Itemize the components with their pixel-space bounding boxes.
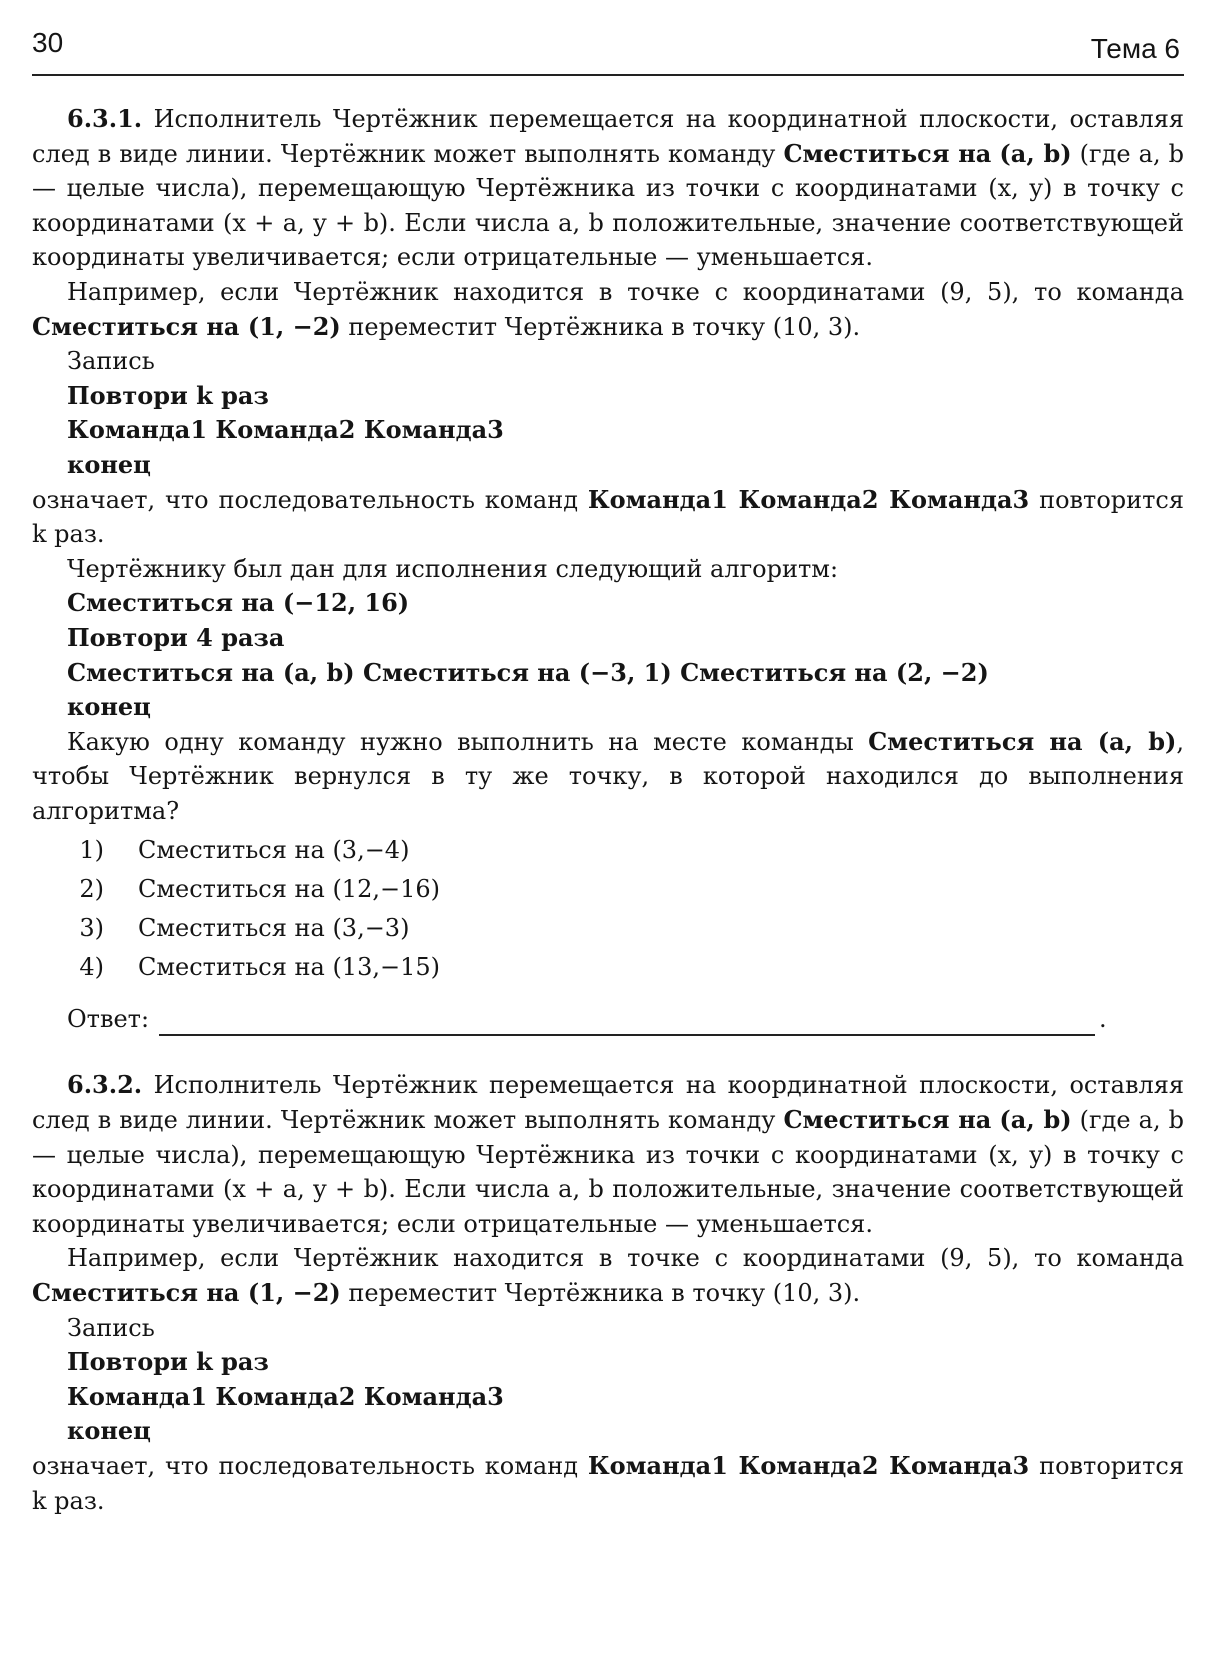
example-text: Например, если Чертёжник находится в точке с координатами (9, 5), то команда	[67, 1244, 1184, 1273]
intro-text: Исполнитель Чертёжник перемещается на координатной плоскости, оставляя след в виде линии. Чертёжник может выполнять команду	[32, 105, 1184, 168]
question-text-cont: , чтобы Чертёжник вернулся в ту же точку, в которой находился до выполнения алгоритма?	[32, 727, 1184, 825]
option-number: 2)	[79, 874, 104, 903]
command-args: (a, b)	[999, 138, 1072, 168]
meaning-paragraph	[32, 483, 1184, 552]
example-command: Сместиться на (1, −2)	[32, 1278, 341, 1308]
command-args: (a, b)	[999, 1105, 1072, 1135]
algorithm-line-2: Повтори 4 раза	[67, 622, 285, 652]
commands-line: Команда1 Команда2 Команда3	[67, 415, 504, 445]
option-number: 4)	[79, 952, 104, 981]
problem-intro	[32, 1068, 1184, 1241]
question-command: Сместиться на (a, b)	[868, 726, 1177, 756]
algorithm-line-4: конец	[67, 692, 151, 722]
intro-text-cont: (где a, b — целые числа), перемещающую Чертёжника из точки с координатами (x, y) в точку с координатами (x + a, y + b). Если числа a, b положительные, значение соответствующей координаты увеличивается; если отрицательные — уменьшается.	[32, 1106, 1184, 1238]
textbook-page	[32, 22, 1184, 1642]
meaning-text-cont: повторится k раз.	[32, 1452, 1184, 1515]
option-number: 3)	[79, 913, 104, 942]
answer-field[interactable]	[159, 1008, 1095, 1036]
example-command: Сместиться на (1, −2)	[32, 311, 341, 341]
algorithm-line-3: Сместиться на (a, b) Сместиться на (−3, 1) Сместиться на (2, −2)	[67, 657, 989, 687]
meaning-paragraph	[32, 1449, 1184, 1518]
answer-row	[32, 996, 1184, 1036]
answer-option-3[interactable]	[76, 908, 1184, 947]
zapis-label: Запись	[67, 1313, 155, 1342]
example-paragraph	[32, 275, 1184, 344]
command-name: Сместиться на	[783, 1105, 992, 1135]
problem-number: 6.3.1.	[67, 104, 143, 133]
problem-6-3-2	[32, 1068, 1184, 1518]
end-line: конец	[67, 1416, 151, 1446]
option-text: Сместиться на (12,−16)	[138, 874, 440, 903]
answer-label: Ответ:	[67, 1004, 150, 1033]
answer-option-4[interactable]	[76, 947, 1184, 986]
meaning-text: означает, что последовательность команд	[32, 1452, 588, 1480]
option-number: 1)	[79, 835, 104, 864]
meaning-text: означает, что последовательность команд	[32, 485, 588, 514]
meaning-commands: Команда1 Команда2 Команда3	[587, 1451, 1030, 1480]
algorithm-line-1: Сместиться на (−12, 16)	[67, 588, 410, 618]
topic-title: Тема 6	[1090, 33, 1180, 64]
repeat-line: Повтори k раз	[67, 1347, 269, 1377]
repeat-line: Повтори k раз	[67, 380, 269, 410]
option-text: Сместиться на (3,−4)	[138, 835, 410, 864]
end-line: конец	[67, 449, 151, 479]
given-algorithm-text: Чертёжнику был дан для исполнения следующий алгоритм:	[67, 554, 839, 583]
commands-line: Команда1 Команда2 Команда3	[67, 1381, 504, 1411]
intro-text-cont: (где a, b — целые числа), перемещающую Чертёжника из точки с координатами (x, y) в точку с координатами (x + a, y + b). Если числа a, b положительные, значение соответствующей координаты увеличивается; если отрицательные — уменьшается.	[32, 139, 1184, 272]
command-name: Сместиться на	[783, 138, 992, 168]
problem-number: 6.3.2.	[67, 1070, 143, 1100]
question-text: Какую одну команду нужно выполнить на месте команды	[67, 727, 869, 756]
option-text: Сместиться на (3,−3)	[138, 913, 410, 942]
example-text-cont: переместит Чертёжника в точку (10, 3).	[340, 1279, 861, 1308]
zapis-label: Запись	[67, 347, 155, 376]
page-header	[32, 22, 1184, 76]
problem-intro	[32, 102, 1184, 275]
answer-end-dot: .	[1099, 1004, 1107, 1033]
meaning-text-cont: повторится k раз.	[32, 485, 1184, 549]
answer-option-1[interactable]	[76, 830, 1184, 869]
problem-6-3-1	[32, 102, 1184, 1036]
example-text: Например, если Чертёжник находится в точке с координатами (9, 5), то команда	[67, 277, 1184, 306]
answer-option-2[interactable]	[76, 869, 1184, 908]
meaning-commands: Команда1 Команда2 Команда3	[587, 484, 1030, 514]
intro-text: Исполнитель Чертёжник перемещается на координатной плоскости, оставляя след в виде линии. Чертёжник может выполнять команду	[32, 1071, 1184, 1135]
example-paragraph	[32, 1241, 1184, 1310]
answer-options	[32, 830, 1184, 986]
page-number: 30	[32, 27, 64, 58]
question-paragraph	[32, 725, 1184, 829]
example-text-cont: переместит Чертёжника в точку (10, 3).	[340, 312, 861, 341]
option-text: Сместиться на (13,−15)	[138, 952, 440, 981]
